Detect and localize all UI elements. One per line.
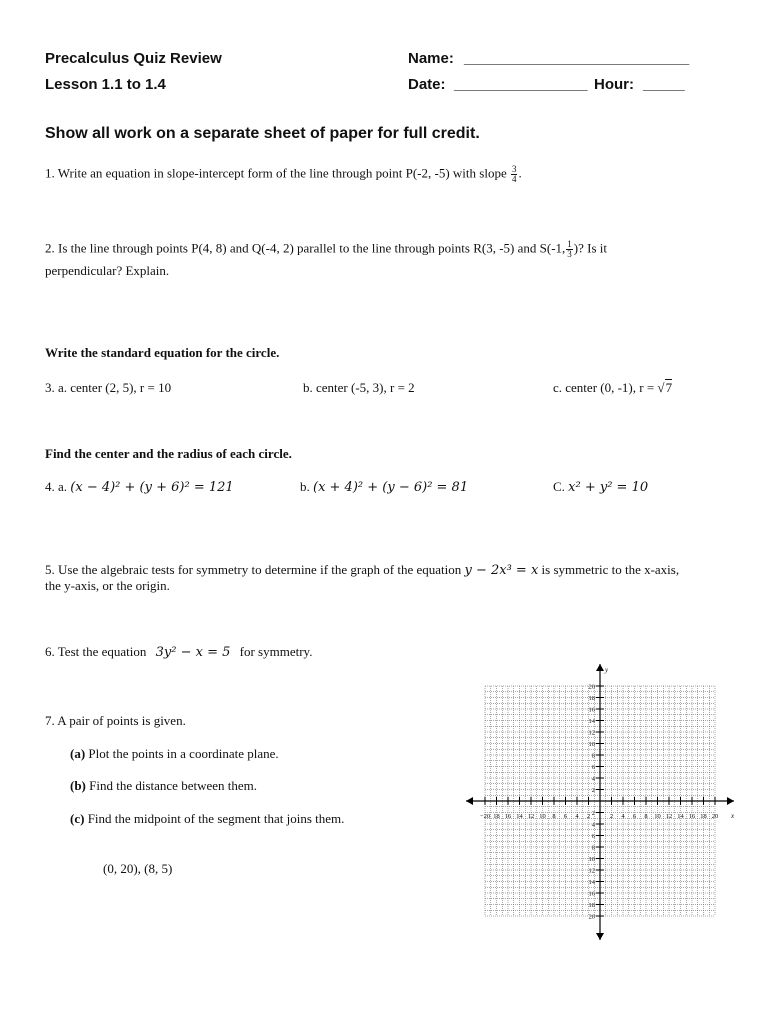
x-tick-label: −20 [479,813,491,820]
x-tick-label: 4 [575,813,579,820]
q2-den: 3 [567,249,572,259]
name-blank: ___________________________ [464,50,690,67]
q6-equation: 3y² − x = 5 [155,645,231,660]
y-tick-label: 18 [588,902,595,909]
y-axis-label: y [605,666,609,674]
q5-line2: the y-axis, or the origin. [45,578,170,593]
x-tick-label: 2 [586,813,591,820]
course-title: Precalculus Quiz Review [45,50,222,67]
y-axis-arrow-up [596,664,604,671]
q3-c-root: 7 [665,380,673,395]
y-tick-label: 10 [588,741,595,748]
x-tick-label: 18 [700,813,707,820]
y-tick-label: 12 [588,867,595,875]
x-tick-label: 8 [644,813,648,820]
q7-a-label: (a) [70,746,86,761]
q2-line2: perpendicular? Explain. [45,263,170,278]
q4-c-label: C. [553,479,565,494]
q4-b [300,479,468,496]
question-2 [45,240,607,259]
section-center-radius: Find the center and the radius of each circle. [45,446,292,461]
q1-point: P(-2, -5) with slope [405,165,507,181]
q1-slope-fraction [511,165,518,184]
x-tick-label: 20 [711,813,719,820]
q6-post: for symmetry. [239,644,313,659]
q2-line1a: 2. Is the line through points P(4, 8) and Q(-4, 2) parallel to the line through points R(3, -5) and S(-1, [45,240,566,256]
x-tick-label: 10 [539,813,546,820]
q5-line1-pre: 5. Use the algebraic tests for symmetry to determine if the graph of the equation [45,562,462,577]
question-1 [45,165,522,184]
instructions: Show all work on a separate sheet of paper for full credit. [45,125,480,142]
x-tick-label: 8 [552,813,556,820]
y-tick-label: 6 [591,833,595,840]
x-tick-label: 2 [609,813,614,820]
section-standard-equation: Write the standard equation for the circle. [45,345,280,360]
q2-line1b: )? Is it [573,240,607,256]
x-axis-label: x [731,812,735,820]
q7-points: (0, 20), (8, 5) [103,861,173,876]
x-tick-label: 6 [563,813,568,820]
y-tick-label: 16 [588,890,595,898]
y-tick-label: 4 [591,775,595,783]
q7-c-label: (c) [70,811,85,826]
q4-c-equation: x² + y² = 10 [568,480,649,495]
x-tick-label: 14 [516,813,523,820]
hour-label: Hour: [594,76,634,93]
q7-b-text: Find the distance between them. [89,778,258,793]
y-tick-label: 6 [591,764,595,771]
q1-end: . [518,165,522,181]
q3-a: 3. a. center (2, 5), r = 10 [45,380,172,395]
y-tick-label: 20 [588,913,595,921]
q4-a-label: 4. a. [45,479,68,494]
coordinate-grid[interactable] [460,660,740,945]
q3-c-prefix: c. center (0, -1), r = [553,380,655,395]
q5-line1-post: is symmetric to the x-axis, [541,562,680,577]
lesson-range: Lesson 1.1 to 1.4 [45,76,166,93]
y-tick-label: 12 [588,729,595,737]
date-label: Date: [408,76,446,93]
hour-blank: _____ [643,76,685,93]
q1-text: 1. Write an equation in slope-intercept form of the line through point [45,165,403,181]
name-label: Name: [408,50,454,67]
y-axis-arrow-down [596,933,604,940]
q7-a-text: Plot the points in a coordinate plane. [88,746,279,761]
q7-part-a [70,746,279,762]
x-tick-label: 16 [688,813,696,820]
q5-equation: y − 2x³ = x [464,563,539,578]
y-tick-label: 4 [591,821,595,829]
date-blank: ________________ [454,76,588,93]
q7-c-text: Find the midpoint of the segment that joins them. [87,811,345,826]
q3-b: b. center (-5, 3), r = 2 [303,380,415,395]
x-axis-arrow-right [727,797,734,805]
x-tick-label: 10 [654,813,661,820]
x-tick-label: 12 [665,813,673,820]
q4-b-equation: (x + 4)² + (y − 6)² = 81 [313,480,469,495]
q4-a-equation: (x − 4)² + (y + 6)² = 121 [70,480,234,495]
y-tick-label: 2 [591,810,595,817]
x-axis-arrow-left [466,797,473,805]
y-tick-label: 8 [591,752,595,760]
x-tick-label: 14 [677,813,684,820]
x-tick-label: 18 [493,813,500,820]
q7-part-c [70,811,344,827]
q4-c [553,479,648,496]
y-tick-label: 16 [588,706,595,714]
y-tick-label: 14 [588,879,595,886]
q1-num: 3 [511,164,517,174]
y-tick-label: 18 [588,695,595,702]
sqrt-symbol: √ [657,380,665,395]
y-tick-label: 20 [588,683,595,691]
q6-pre: 6. Test the equation [45,644,147,659]
y-tick-label: 14 [588,718,595,725]
question-5 [45,562,679,579]
x-tick-label: 6 [632,813,637,820]
q4-b-label: b. [300,479,310,494]
x-tick-label: 16 [504,813,512,820]
q2-num: 1 [567,239,572,249]
y-tick-label: 8 [591,844,595,852]
question-6 [45,644,312,661]
q2-fraction [566,240,573,259]
q7-part-b [70,778,257,794]
y-tick-label: 10 [588,856,595,863]
y-tick-label: 2 [591,787,595,794]
q1-den: 4 [511,174,517,184]
q7-intro: 7. A pair of points is given. [45,713,186,728]
q7-b-label: (b) [70,778,86,793]
x-tick-label: 12 [527,813,535,820]
x-tick-label: 4 [621,813,625,820]
q4-a [45,479,234,496]
q3-c [553,380,672,396]
